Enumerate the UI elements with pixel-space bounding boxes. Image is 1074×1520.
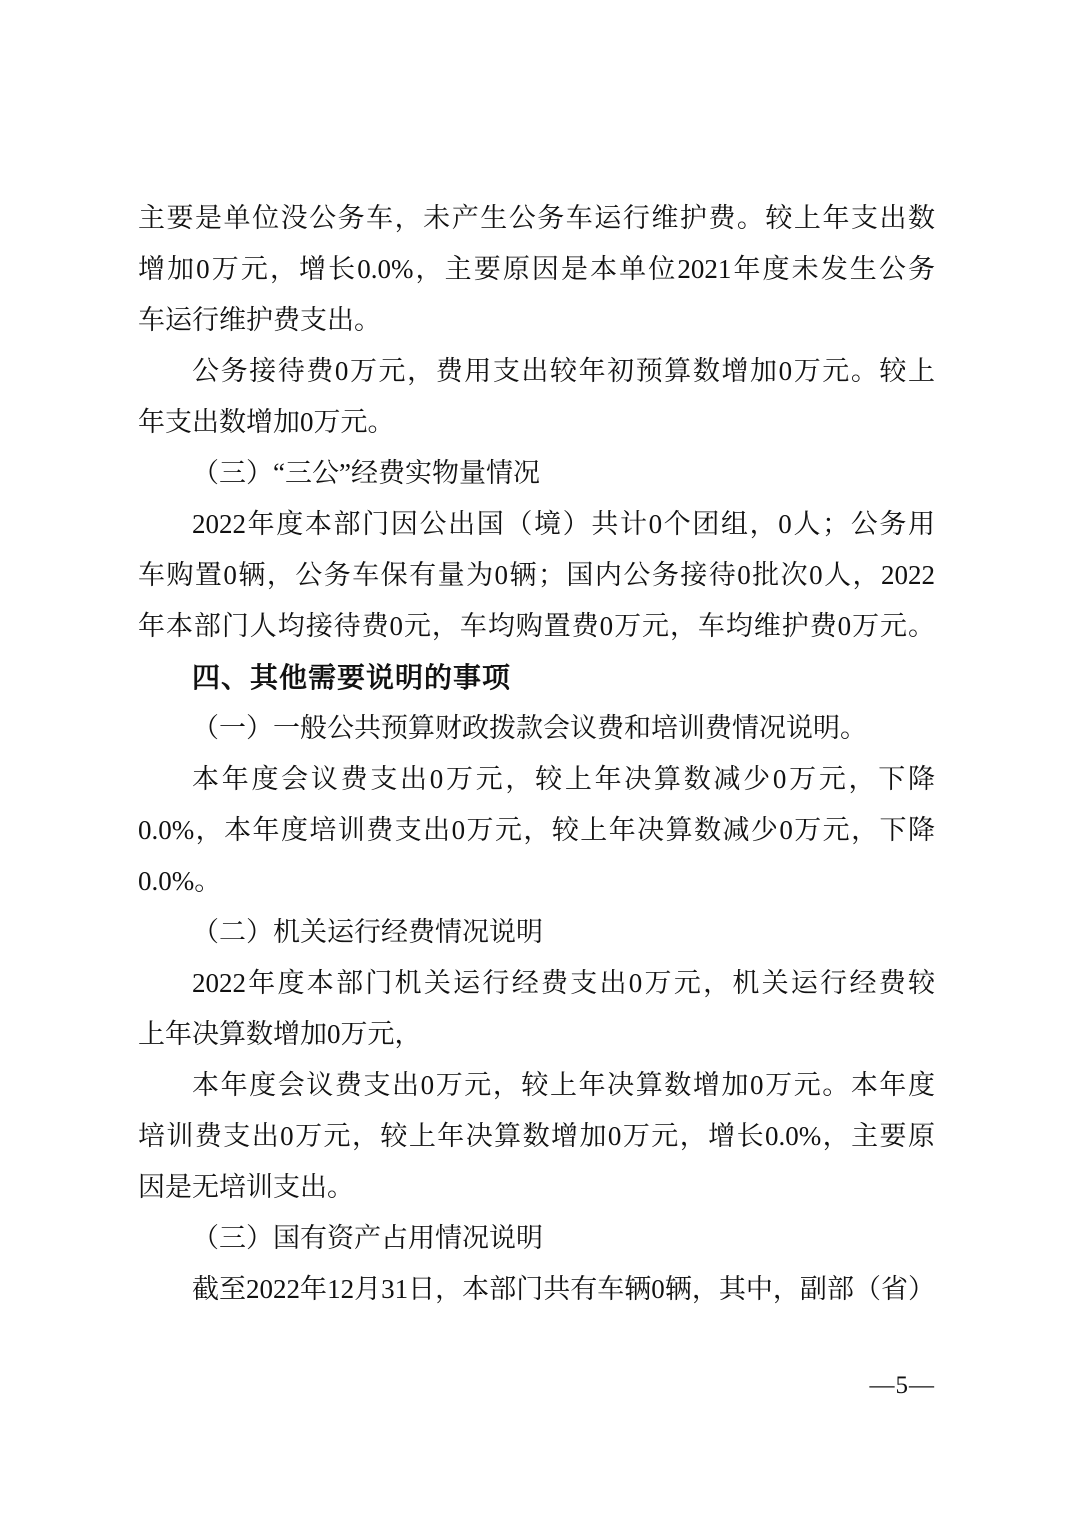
body-line: 年支出数增加0万元。: [138, 407, 395, 437]
body-line: 车运行维护费支出。: [138, 305, 381, 335]
subsection-heading-agency-operating-funds: （二）机关运行经费情况说明: [192, 917, 543, 947]
body-line: 上年决算数增加0万元，: [138, 1019, 422, 1049]
body-line: 公务接待费0万元，费用支出较年初预算数增加0万元。较上: [192, 356, 935, 386]
body-line: 本年度会议费支出0万元，较上年决算数增加0万元。本年度: [192, 1070, 935, 1100]
document-body: [138, 193, 935, 1315]
subsection-heading-meeting-training-fees: （一）一般公共预算财政拨款会议费和培训费情况说明。: [192, 713, 867, 743]
body-line: 因是无培训支出。: [138, 1172, 354, 1202]
body-line: 本年度会议费支出0万元，较上年决算数减少0万元，下降: [192, 764, 935, 794]
body-line: 0.0%。: [138, 866, 222, 896]
subsection-heading-three-public-funds: （三）“三公”经费实物量情况: [192, 458, 540, 488]
body-line: 截至2022年12月31日，本部门共有车辆0辆，其中，副部（省）: [192, 1274, 935, 1304]
subsection-heading-state-assets: （三）国有资产占用情况说明: [192, 1223, 543, 1253]
section-heading-other-matters: 四、其他需要说明的事项: [192, 662, 512, 693]
body-line: 0.0%，本年度培训费支出0万元，较上年决算数减少0万元，下降: [138, 815, 935, 845]
body-line: 主要是单位没公务车，未产生公务车运行维护费。较上年支出数: [138, 203, 935, 233]
body-line: 2022年度本部门因公出国（境）共计0个团组，0人；公务用: [192, 509, 935, 539]
page-number: —5—: [869, 1372, 935, 1399]
body-line: 培训费支出0万元，较上年决算数增加0万元，增长0.0%，主要原: [138, 1121, 935, 1151]
body-line: 车购置0辆，公务车保有量为0辆；国内公务接待0批次0人，2022: [138, 560, 935, 590]
body-line: 2022年度本部门机关运行经费支出0万元，机关运行经费较: [192, 968, 935, 998]
body-line: 增加0万元，增长0.0%，主要原因是本单位2021年度未发生公务: [138, 254, 935, 284]
body-line: 年本部门人均接待费0元，车均购置费0万元，车均维护费0万元。: [138, 611, 935, 641]
